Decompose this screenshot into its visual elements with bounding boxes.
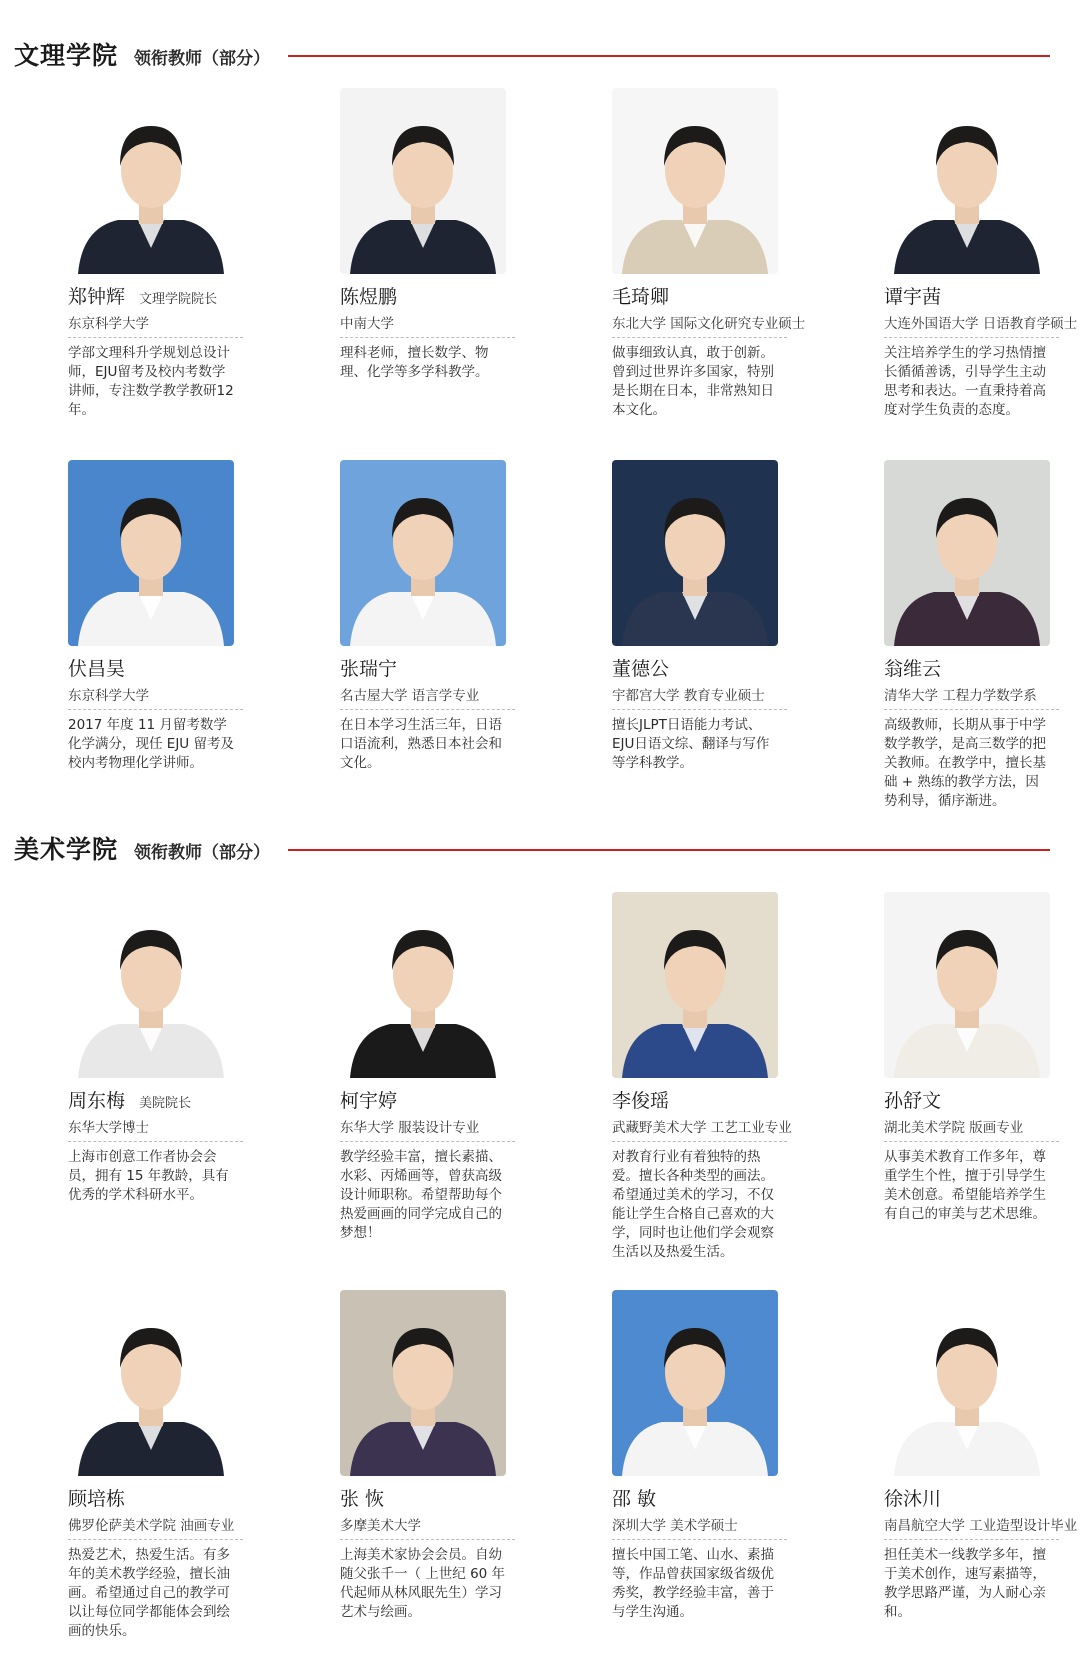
teacher-name: 张瑞宁: [340, 658, 398, 680]
teacher-bio: 上海美术家协会会员。自幼随父张千一（ 上世纪 60 年代起师从林风眠先生）学习艺术与绘画。: [340, 1547, 506, 1620]
teacher-name: 郑钟辉: [68, 286, 126, 308]
teacher-card: [884, 1290, 1078, 1622]
teacher-name: 孙舒文: [884, 1090, 942, 1112]
portrait-illustration: [884, 88, 1050, 274]
portrait-illustration: [340, 892, 506, 1078]
teacher-photo: [68, 1290, 234, 1476]
name-row: [340, 282, 515, 308]
teacher-bio: 从事美术教育工作多年，尊重学生个性，擅于引导学生美术创意。希望能培养学生有自己的审美与艺术思维。: [884, 1149, 1046, 1222]
teacher-card: [612, 892, 792, 1262]
teacher-card: [68, 892, 243, 1205]
teacher-bio: 担任美术一线教学多年，擅于美术创作，速写素描等，教学思路严谨，为人耐心亲和。: [884, 1547, 1046, 1620]
teacher-school: 佛罗伦萨美术学院 油画专业: [68, 1514, 243, 1540]
name-row: [884, 1086, 1059, 1112]
name-row: [68, 282, 243, 308]
teacher-name: 李俊瑶: [612, 1090, 670, 1112]
teacher-bio: 对教育行业有着独特的热爱。擅长各种类型的画法。希望通过美术的学习，不仅能让学生合格自己喜欢的大学，同时也让他们学会观察生活以及热爱生活。: [612, 1149, 774, 1260]
teacher-school: 南昌航空大学 工业造型设计毕业: [884, 1514, 1059, 1540]
teacher-name: 伏昌昊: [68, 658, 126, 680]
teacher-title: 文理学院院长: [139, 292, 218, 307]
teacher-photo: [68, 460, 234, 646]
teacher-school: 清华大学 工程力学数学系: [884, 684, 1059, 710]
teacher-name: 顾培栋: [68, 1488, 126, 1510]
name-row: [340, 1484, 515, 1510]
teacher-photo: [340, 88, 506, 274]
teacher-bio: 学部文理科升学规划总设计师，EJU留考及校内考数学讲师，专注数学教学教研12年。: [68, 345, 234, 418]
teacher-photo: [340, 460, 506, 646]
teacher-name: 董德公: [612, 658, 670, 680]
teacher-photo: [612, 460, 778, 646]
teacher-bio: 理科老师，擅长数学、物理、化学等多学科教学。: [340, 345, 489, 380]
portrait-illustration: [884, 460, 1050, 646]
teacher-name: 柯宇婷: [340, 1090, 398, 1112]
teacher-card: [340, 892, 515, 1243]
teacher-bio: 关注培养学生的学习热情擅长循循善诱，引导学生主动思考和表达。一直秉持着高度对学生负责的态度。: [884, 345, 1046, 418]
teacher-school: 东华大学博士: [68, 1116, 243, 1142]
teacher-school: 东京科学大学: [68, 684, 243, 710]
name-row: [612, 654, 787, 680]
teacher-photo: [68, 88, 234, 274]
portrait-illustration: [612, 892, 778, 1078]
teacher-school: 东北大学 国际文化研究专业硕士: [612, 312, 787, 338]
teacher-school: 武藏野美术大学 工艺工业专业: [612, 1116, 787, 1142]
portrait-illustration: [884, 892, 1050, 1078]
name-row: [884, 282, 1059, 308]
portrait-illustration: [340, 88, 506, 274]
portrait-illustration: [68, 88, 234, 274]
teacher-photo: [884, 460, 1050, 646]
teacher-photo: [884, 88, 1050, 274]
section-title: 文理学院: [14, 41, 119, 70]
teacher-name: 周东梅: [68, 1090, 126, 1112]
teacher-photo: [340, 892, 506, 1078]
teacher-card: [612, 88, 806, 420]
teacher-card: [68, 88, 243, 420]
teacher-photo: [612, 88, 778, 274]
teacher-name: 张 恢: [340, 1488, 385, 1510]
teacher-name: 翁维云: [884, 658, 942, 680]
section-header-liberal-arts: [0, 36, 1080, 76]
name-row: [612, 1484, 787, 1510]
teacher-photo: [884, 892, 1050, 1078]
portrait-illustration: [68, 1290, 234, 1476]
teacher-bio: 做事细致认真，敢于创新。曾到过世界许多国家，特别是长期在日本，非常熟知日本文化。: [612, 345, 774, 418]
teacher-school: 东华大学 服装设计专业: [340, 1116, 515, 1142]
teacher-bio: 擅长JLPT日语能力考试、EJU日语文综、翻译与写作等学科教学。: [612, 717, 770, 771]
teacher-card: [340, 1290, 515, 1622]
teacher-photo: [68, 892, 234, 1078]
teacher-name: 邵 敏: [612, 1488, 657, 1510]
teacher-school: 深圳大学 美术学硕士: [612, 1514, 787, 1540]
teacher-card: [612, 1290, 787, 1622]
teacher-photo: [340, 1290, 506, 1476]
teacher-photo: [612, 1290, 778, 1476]
portrait-illustration: [68, 460, 234, 646]
teacher-name: 毛琦卿: [612, 286, 670, 308]
teacher-bio: 在日本学习生活三年，日语口语流利，熟悉日本社会和文化。: [340, 717, 502, 771]
teacher-photo: [612, 892, 778, 1078]
section-title: 美术学院: [14, 835, 119, 864]
name-row: [340, 654, 515, 680]
teacher-bio: 教学经验丰富，擅长素描、水彩、丙烯画等，曾获高级设计师职称。希望帮助每个热爱画画的同学完成自己的梦想！: [340, 1149, 502, 1241]
name-row: [612, 282, 787, 308]
teacher-school: 宇都宫大学 教育专业硕士: [612, 684, 787, 710]
name-row: [884, 1484, 1059, 1510]
teacher-school: 湖北美术学院 版画专业: [884, 1116, 1059, 1142]
name-row: [612, 1086, 787, 1112]
teacher-bio: 高级教师，长期从事于中学数学教学，是高三数学的把关教师。在教学中，擅长基础 + 熟练的教学方法，因势利导，循序渐进。: [884, 717, 1046, 809]
teacher-school: 东京科学大学: [68, 312, 243, 338]
teacher-card: [340, 460, 515, 773]
teacher-bio: 2017 年度 11 月留考数学化学满分，现任 EJU 留考及校内考物理化学讲师。: [68, 717, 234, 771]
teacher-school: 名古屋大学 语言学专业: [340, 684, 515, 710]
teacher-card: [884, 892, 1059, 1224]
name-row: [68, 654, 243, 680]
section-divider: [288, 55, 1050, 57]
teacher-school: 中南大学: [340, 312, 515, 338]
teacher-name: 徐沐川: [884, 1488, 942, 1510]
portrait-illustration: [612, 1290, 778, 1476]
teacher-name: 谭宇茜: [884, 286, 942, 308]
teacher-bio: 上海市创意工作者协会会员，拥有 15 年教龄，具有优秀的学术科研水平。: [68, 1149, 229, 1203]
name-row: [884, 654, 1059, 680]
name-row: [340, 1086, 515, 1112]
name-row: [68, 1086, 243, 1112]
teacher-school: 多摩美术大学: [340, 1514, 515, 1540]
section-subtitle: 领衔教师（部分）: [134, 49, 270, 69]
portrait-illustration: [612, 460, 778, 646]
portrait-illustration: [340, 1290, 506, 1476]
teacher-card: [340, 88, 515, 382]
name-row: [68, 1484, 243, 1510]
teacher-title: 美院院长: [139, 1096, 192, 1111]
teacher-card: [68, 1290, 243, 1641]
teacher-name: 陈煜鹏: [340, 286, 398, 308]
section-divider: [288, 849, 1050, 851]
portrait-illustration: [340, 460, 506, 646]
section-subtitle: 领衔教师（部分）: [134, 843, 270, 863]
teacher-bio: 热爱艺术，热爱生活。有多年的美术教学经验，擅长油画。希望通过自己的教学可以让每位同学都能体会到绘画的快乐。: [68, 1547, 230, 1639]
portrait-illustration: [884, 1290, 1050, 1476]
teacher-school: 大连外国语大学 日语教育学硕士: [884, 312, 1059, 338]
teacher-card: [884, 460, 1059, 811]
teacher-card: [68, 460, 243, 773]
teacher-photo: [884, 1290, 1050, 1476]
portrait-illustration: [612, 88, 778, 274]
teacher-card: [884, 88, 1078, 420]
teacher-bio: 擅长中国工笔、山水、素描等，作品曾获国家级省级优秀奖，教学经验丰富，善于与学生沟通。: [612, 1547, 774, 1620]
portrait-illustration: [68, 892, 234, 1078]
teacher-card: [612, 460, 787, 773]
section-header-fine-arts: [0, 830, 1080, 870]
